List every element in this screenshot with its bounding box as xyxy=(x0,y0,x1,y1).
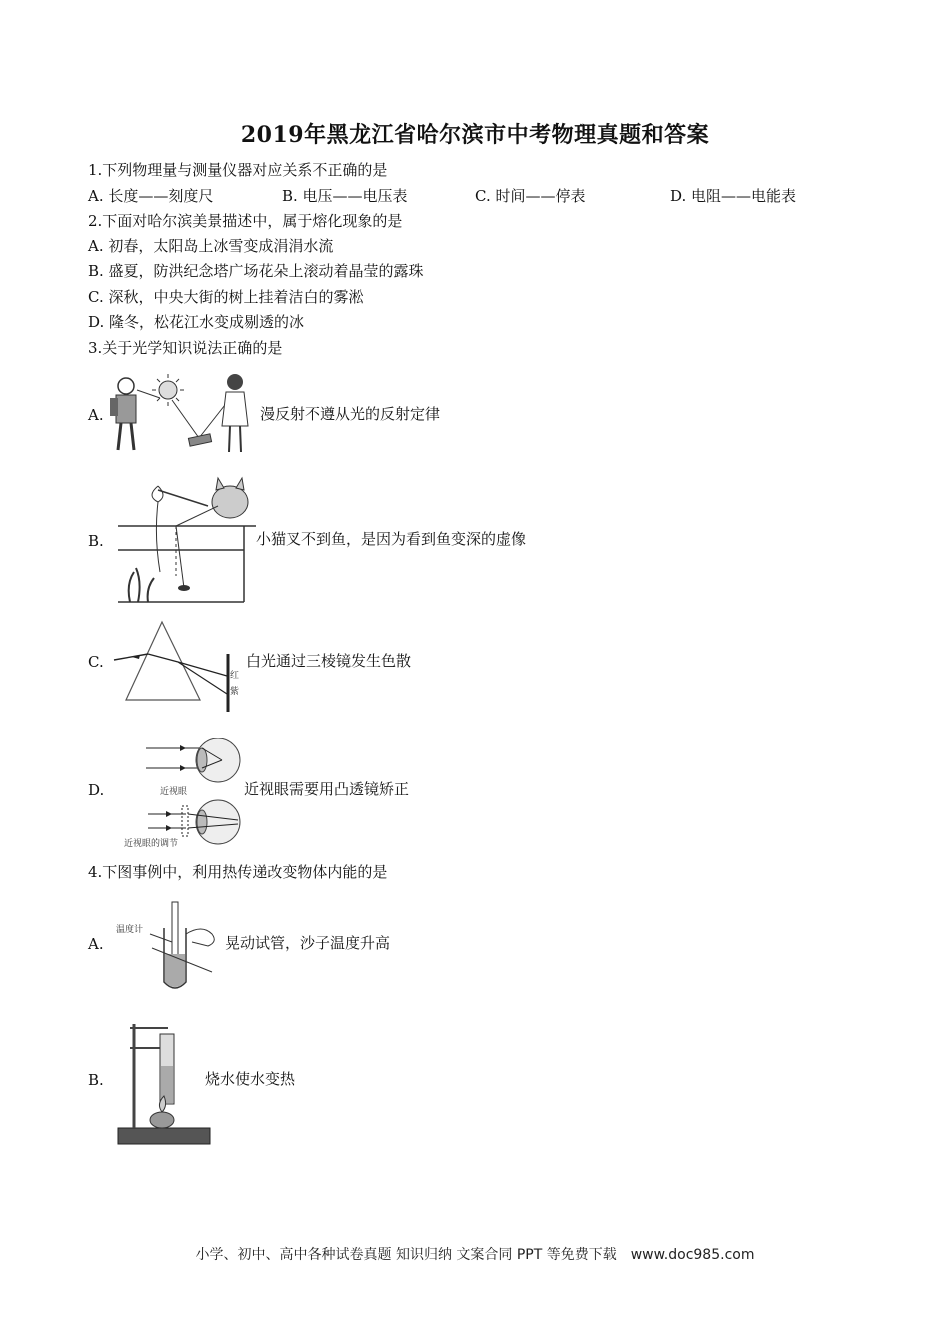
question-2-option-a: A. 初春，太阳岛上冰雪变成涓涓水流 xyxy=(88,237,334,255)
question-4-option-b-letter: B. xyxy=(88,1071,104,1089)
question-1-option-b: B. 电压——电压表 xyxy=(282,187,408,205)
question-3-option-a-letter: A. xyxy=(88,406,104,424)
question-2-stem: 2.下面对哈尔滨美景描述中，属于熔化现象的是 xyxy=(88,212,403,230)
prism-violet-label: 紫 xyxy=(230,687,240,697)
heating-water-figure xyxy=(112,1020,212,1148)
question-4-option-a-text: 晃动试管，沙子温度升高 xyxy=(225,934,391,952)
question-1-stem: 1.下列物理量与测量仪器对应关系不正确的是 xyxy=(88,161,388,179)
question-3-option-b-letter: B. xyxy=(88,532,104,550)
diffuse-reflection-figure xyxy=(104,368,256,458)
question-3-option-d-text: 近视眼需要用凸透镜矫正 xyxy=(244,780,410,798)
question-3-option-b-text: 小猫叉不到鱼，是因为看到鱼变深的虚像 xyxy=(256,530,527,548)
question-2-option-c: C. 深秋，中央大街的树上挂着洁白的雾淞 xyxy=(88,288,364,306)
question-2-option-b: B. 盛夏，防洪纪念塔广场花朵上滚动着晶莹的露珠 xyxy=(88,262,424,280)
question-2-option-d: D. 隆冬，松花江水变成剔透的冰 xyxy=(88,313,305,331)
question-4-option-b-text: 烧水使水变热 xyxy=(205,1070,296,1088)
thermometer-label: 温度计 xyxy=(116,925,144,935)
myopia-eye-figure xyxy=(116,738,246,850)
myopia-label: 近视眼 xyxy=(160,787,188,797)
question-3-stem: 3.关于光学知识说法正确的是 xyxy=(88,339,283,357)
cat-fishing-figure xyxy=(118,476,258,604)
question-1-option-d: D. 电阻——电能表 xyxy=(670,187,797,205)
question-3-option-d-letter: D. xyxy=(88,781,105,799)
document-title: 2019年黑龙江省哈尔滨市中考物理真题和答案 xyxy=(240,122,710,148)
question-1-option-c: C. 时间——停表 xyxy=(475,187,586,205)
myopia-correction-label: 近视眼的调节 xyxy=(124,839,179,849)
prism-dispersion-figure xyxy=(112,618,244,714)
question-3-option-c-letter: C. xyxy=(88,653,104,671)
question-4-stem: 4.下图事例中，利用热传递改变物体内能的是 xyxy=(88,863,388,881)
prism-red-label: 红 xyxy=(230,671,240,681)
page-footer: 小学、初中、高中各种试卷真题 知识归纳 文案合同 PPT 等免费下载 www.doc985.com xyxy=(195,1247,755,1263)
question-3-option-c-text: 白光通过三棱镜发生色散 xyxy=(246,652,412,670)
question-3-option-a-text: 漫反射不遵从光的反射定律 xyxy=(260,405,441,423)
question-4-option-a-letter: A. xyxy=(88,935,104,953)
test-tube-thermometer-figure xyxy=(112,898,224,994)
question-1-option-a: A. 长度——刻度尺 xyxy=(88,187,214,205)
